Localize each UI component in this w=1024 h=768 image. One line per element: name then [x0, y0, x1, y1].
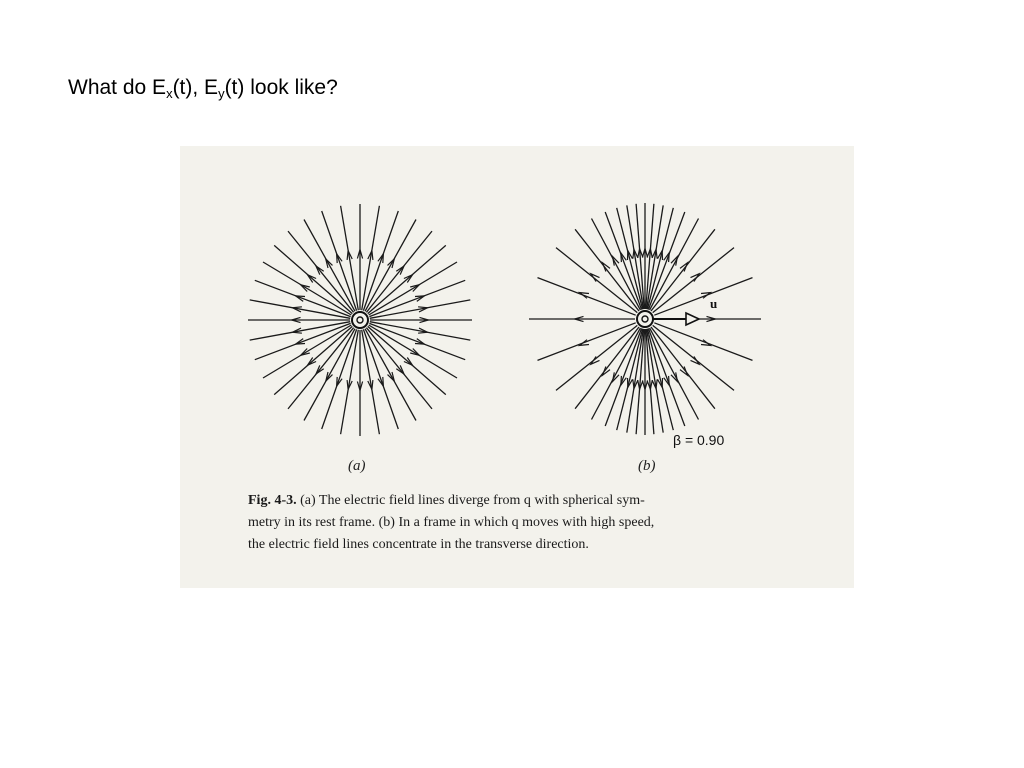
beta-label: β = 0.90 [673, 432, 725, 448]
velocity-arrow [652, 313, 699, 325]
field-line-a [362, 330, 380, 434]
field-line-a [274, 326, 352, 394]
field-line-a [370, 300, 471, 318]
caption-line-1: Fig. 4-3. (a) The electric field lines diverge from q with spherical sym- [248, 493, 645, 508]
field-line-a [288, 231, 354, 312]
field-line-a [274, 245, 352, 313]
field-arrow-b [691, 356, 700, 364]
field-line-b [538, 278, 636, 316]
field-line-a [368, 326, 446, 394]
field-arrow-b [691, 274, 700, 282]
panel-b-label: (b) [638, 458, 656, 474]
field-line-a [288, 328, 354, 409]
caption-line-2: metry in its rest frame. (b) In a frame in which q moves with high speed, [248, 515, 655, 530]
field-line-a [341, 206, 359, 310]
field-line-b [654, 323, 752, 361]
figure-caption [248, 490, 788, 556]
field-line-a [341, 330, 359, 434]
field-arrow-b [591, 356, 600, 364]
field-lines-figure [180, 146, 854, 588]
field-line-a [366, 231, 432, 312]
field-line-a [368, 245, 446, 313]
field-arrow-b [591, 274, 600, 282]
charge-a-icon [352, 312, 368, 328]
field-arrow-a [301, 285, 310, 292]
field-line-b [654, 278, 752, 316]
slide-title: What do $E_x(t)$, $E_y(t)$ look like? [68, 76, 338, 101]
field-line-a [370, 322, 471, 340]
caption-line-3: the electric field lines concentrate in the transverse direction. [248, 537, 589, 552]
field-line-a [366, 328, 432, 409]
field-line-a [362, 206, 380, 310]
figure-number: Fig. 4-3. [248, 493, 297, 508]
panel-a-label: (a) [348, 458, 366, 474]
charge-b-icon [637, 311, 653, 327]
field-line-b [538, 323, 636, 361]
velocity-label: u [710, 296, 718, 311]
field-line-a [250, 322, 351, 340]
field-line-a [250, 300, 351, 318]
